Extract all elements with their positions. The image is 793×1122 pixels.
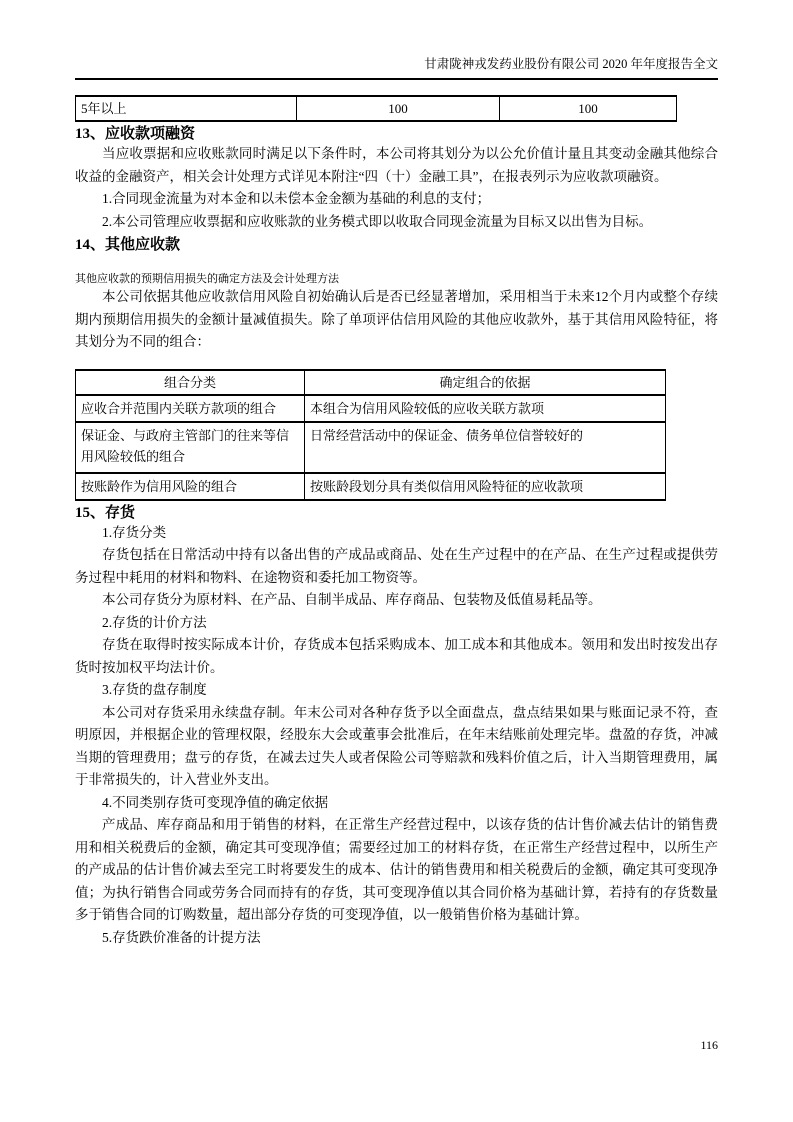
report-title: 甘肃陇神戎发药业股份有限公司 2020 年年度报告全文 <box>424 57 718 71</box>
aging-table <box>75 95 677 122</box>
grouping-header-basis: 确定组合的依据 <box>305 370 666 395</box>
section-14-subtitle: 其他应收款的预期信用损失的确定方法及会计处理方法 <box>75 273 339 285</box>
grouping-category-cell: 应收合并范围内关联方款项的组合 <box>76 395 305 422</box>
grouping-header-category: 组合分类 <box>76 370 305 395</box>
inventory-item-4-paragraph: 产成品、库存商品和用于销售的材料，在正常生产经营过程中，以该存货的估计售价减去估计的销售费用和相关税费后的金额，确定其可变现净值；需要经过加工的材料存货，在正常生产经营过程中，以所生产的产成品的估计售价减去至完工时将要发生的成本、估计的销售费用和相关税费后的金额，确定其可变现净值；为执行销售合同或劳务合同而持有的存货，其可变现净值以其合同价格为基础计算，若持有的存货数量多于销售合同的订购数量，超出部分存货的可变现净值，以一般销售价格为基础计算。 <box>75 817 718 922</box>
inventory-item-4-title: 4.不同类别存货可变现净值的确定依据 <box>102 794 329 810</box>
grouping-table-header-row <box>76 370 666 395</box>
table-row <box>76 395 666 422</box>
table-row <box>76 473 666 500</box>
grouping-category-cell: 按账龄作为信用风险的组合 <box>76 473 305 500</box>
section-14-heading: 14、其他应收款 <box>75 237 181 253</box>
inventory-item-2-paragraph: 存货在取得时按实际成本计价，存货成本包括采购成本、加工成本和其他成本。领用和发出时按发出存货时按加权平均法计价。 <box>75 637 718 675</box>
section-13-paragraph: 当应收票据和应收账款同时满足以下条件时，本公司将其划分为以公允价值计量且其变动金融其他综合收益的金融资产，相关会计处理方式详见本附注“四（十）金融工具”，在报表列示为应收款项融资。 <box>75 146 718 184</box>
section-13-item-2: 2.本公司管理应收票据和应收账款的业务模式即以收取合同现金流量为目标又以出售为目标。 <box>102 213 653 229</box>
section-13-item-1: 1.合同现金流量为对本金和以未偿本金金额为基础的利息的支付； <box>102 191 491 206</box>
grouping-basis-cell: 按账龄段划分具有类似信用风险特征的应收款项 <box>305 473 666 500</box>
table-row <box>76 96 677 121</box>
section-14-paragraph: 本公司依据其他应收款信用风险自初始确认后是否已经显著增加，采用相当于未来12个月内或整个存续期内预期信用损失的金额计量减值损失。除了单项评估信用风险的其他应收款外，基于其信用风险特征，将其划分为不同的组合： <box>75 289 718 349</box>
inventory-item-1-paragraph-2: 本公司存货分为原材料、在产品、自制半成品、库存商品、包装物及低值易耗品等。 <box>102 592 602 607</box>
inventory-item-3-title: 3.存货的盘存制度 <box>102 682 207 697</box>
inventory-item-5-title: 5.存货跌价准备的计提方法 <box>102 929 261 945</box>
table-row <box>76 422 666 473</box>
page-header <box>75 57 718 80</box>
aging-category-cell: 5年以上 <box>76 96 297 121</box>
grouping-basis-cell: 本组合为信用风险较低的应收关联方款项 <box>305 395 666 422</box>
page-number: 116 <box>700 1038 718 1052</box>
grouping-category-cell: 保证金、与政府主管部门的往来等信用风险较低的组合 <box>76 422 305 473</box>
section-13-heading: 13、应收款项融资 <box>75 126 196 142</box>
inventory-item-1-title: 1.存货分类 <box>102 524 167 540</box>
aging-value-cell-1: 100 <box>297 96 500 121</box>
inventory-item-2-title: 2.存货的计价方法 <box>102 614 207 630</box>
grouping-basis-cell: 日常经营活动中的保证金、债务单位信誉较好的 <box>305 422 666 473</box>
section-15-heading: 15、存货 <box>75 504 136 521</box>
aging-value-cell-2: 100 <box>500 96 677 121</box>
inventory-item-3-paragraph: 本公司对存货采用永续盘存制。年末公司对各种存货予以全面盘点，盘点结果如果与账面记录不符，查明原因，并根据企业的管理权限，经股东大会或董事会批准后，在年末结账前处理完毕。盘盈的存货，冲减当期的管理费用；盘亏的存货，在减去过失人或者保险公司等赔款和残料价值之后，计入当期管理费用，属于非常损失的，计入营业外支出。 <box>75 704 718 787</box>
grouping-table <box>75 369 666 501</box>
inventory-item-1-paragraph: 存货包括在日常活动中持有以备出售的产成品或商品、处在生产过程中的在产品、在生产过程或提供劳务过程中耗用的材料和物料、在途物资和委托加工物资等。 <box>75 547 718 585</box>
